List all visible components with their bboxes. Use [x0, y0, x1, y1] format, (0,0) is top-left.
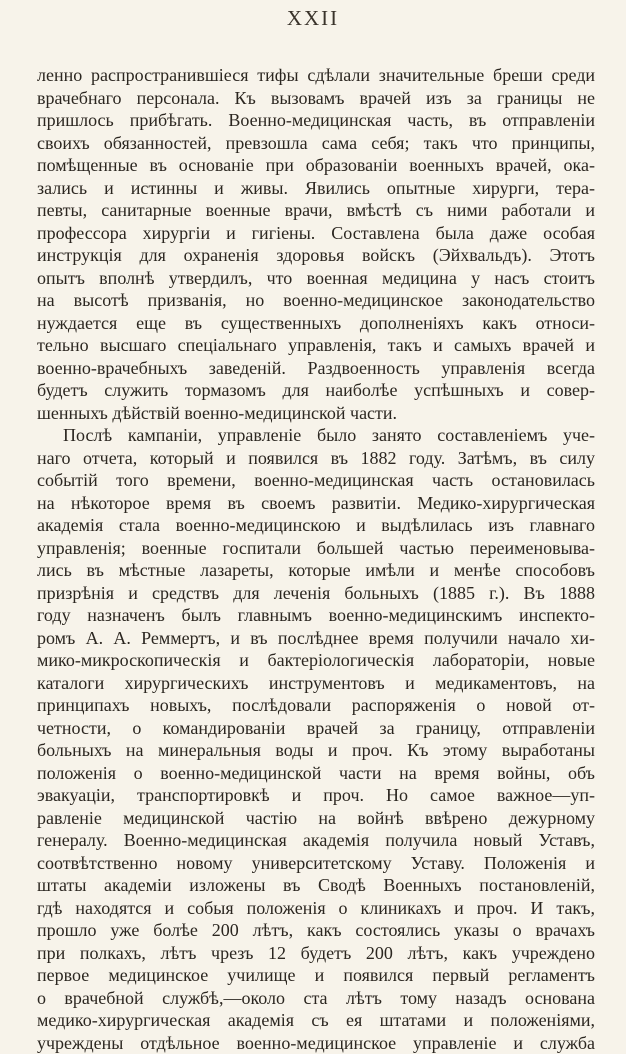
text-line: профессора хирургіи и гигіены. Составлена была даже особая [37, 222, 595, 245]
text-line: академія стала военно-медицинскою и выдѣлилась изъ главнаго [37, 514, 595, 537]
text-line: зались и истинны и живы. Явились опытные хирурги, тера- [37, 177, 595, 200]
text-line: медико-хирургическая академія съ ея штатами и положеніями, [37, 1009, 595, 1032]
body-text [37, 64, 595, 1054]
text-line: нуждается еще въ существенныхъ дополненіяхъ какъ относи- [37, 312, 595, 335]
text-line: учреждены отдѣльное военно-медицинское управленіе и служба [37, 1032, 595, 1054]
text-line: тельно высшаго спеціальнаго управленія, такъ и самыхъ врачей и [37, 334, 595, 357]
text-line: первое медицинское училище и появился первый регламентъ [37, 964, 595, 987]
text-line: больныхъ на минеральныя воды и проч. Къ этому выработаны [37, 739, 595, 762]
text-line: врачебнаго персонала. Къ вызовамъ врачей изъ за границы не [37, 87, 595, 110]
paragraph-1 [37, 64, 595, 424]
text-line: штаты академіи изложены въ Сводѣ Военныхъ постановленій, [37, 874, 595, 897]
text-line: опытъ вполнѣ утвердилъ, что военная медицина у насъ стоитъ [37, 267, 595, 290]
text-line: генералу. Военно-медицинская академія получила новый Уставъ, [37, 829, 595, 852]
text-line: помѣщенные въ основаніе при образованіи военныхъ врачей, ока- [37, 154, 595, 177]
text-line: равленіе медицинской частію на войнѣ ввѣрено дежурному [37, 807, 595, 830]
text-line: положенія о военно-медицинской части на время войны, объ [37, 762, 595, 785]
text-line: событій того времени, военно-медицинская часть остановилась [37, 469, 595, 492]
text-line: управленія; военные госпитали большей частью переименовыва- [37, 537, 595, 560]
text-line: гдѣ находятся и собыя положенія о клиникахъ и проч. И такъ, [37, 897, 595, 920]
text-line: соотвѣтственно новому университетскому Уставу. Положенія и [37, 852, 595, 875]
text-line: эвакуаціи, транспортировкѣ и проч. Но самое важное—уп- [37, 784, 595, 807]
text-line: о врачебной службѣ,—около ста лѣтъ тому назадъ основана [37, 987, 595, 1010]
text-line: певты, санитарные военные врачи, вмѣстѣ съ ними работали и [37, 199, 595, 222]
page-number: XXII [0, 6, 626, 31]
text-line: Послѣ кампаніи, управленіе было занято составленіемъ уче- [37, 424, 595, 447]
text-line: будетъ служить тормазомъ для наиболѣе успѣшныхъ и совер- [37, 379, 595, 402]
text-line: своихъ обязанностей, превзошла сама себя; такъ что принципы, [37, 132, 595, 155]
text-line: наго отчета, который и появился въ 1882 году. Затѣмъ, въ силу [37, 447, 595, 470]
text-line: ромъ А. А. Реммертъ, и въ послѣднее время получили начало хи- [37, 627, 595, 650]
text-line: при полкахъ, лѣтъ чрезъ 12 будетъ 200 лѣтъ, какъ учреждено [37, 942, 595, 965]
text-line: мико-микроскопическія и бактеріологическія лабораторіи, новые [37, 649, 595, 672]
text-line: инструкція для охраненія здоровья войскъ (Эйхвальдъ). Этотъ [37, 244, 595, 267]
text-line: пришлось прибѣгать. Военно-медицинская часть, въ отправленіи [37, 109, 595, 132]
text-line: на нѣкоторое время въ своемъ развитіи. Медико-хирургическая [37, 492, 595, 515]
text-line: году назначенъ былъ главнымъ военно-медицинскимъ инспекто- [37, 604, 595, 627]
text-line: четности, о командированіи врачей за границу, отправленіи [37, 717, 595, 740]
text-line: лись въ мѣстные лазареты, которые имѣли и менѣе способовъ [37, 559, 595, 582]
text-line: принципахъ новыхъ, послѣдовали распоряженія о новой от- [37, 694, 595, 717]
text-line: ленно распространившіеся тифы сдѣлали значительные бреши среди [37, 64, 595, 87]
text-line: военно-врачебныхъ заведеній. Раздвоенность управленія всегда [37, 357, 595, 380]
text-line: на высотѣ призванія, но военно-медицинское законодательство [37, 289, 595, 312]
text-line: призрѣнія и средствъ для леченія больныхъ (1885 г.). Въ 1888 [37, 582, 595, 605]
text-line: шенныхъ дѣйствій военно-медицинской части. [37, 402, 595, 425]
text-line: прошло уже болѣе 200 лѣтъ, какъ состоялись указы о врачахъ [37, 919, 595, 942]
text-line: каталоги хирургическихъ инструментовъ и медикаментовъ, на [37, 672, 595, 695]
